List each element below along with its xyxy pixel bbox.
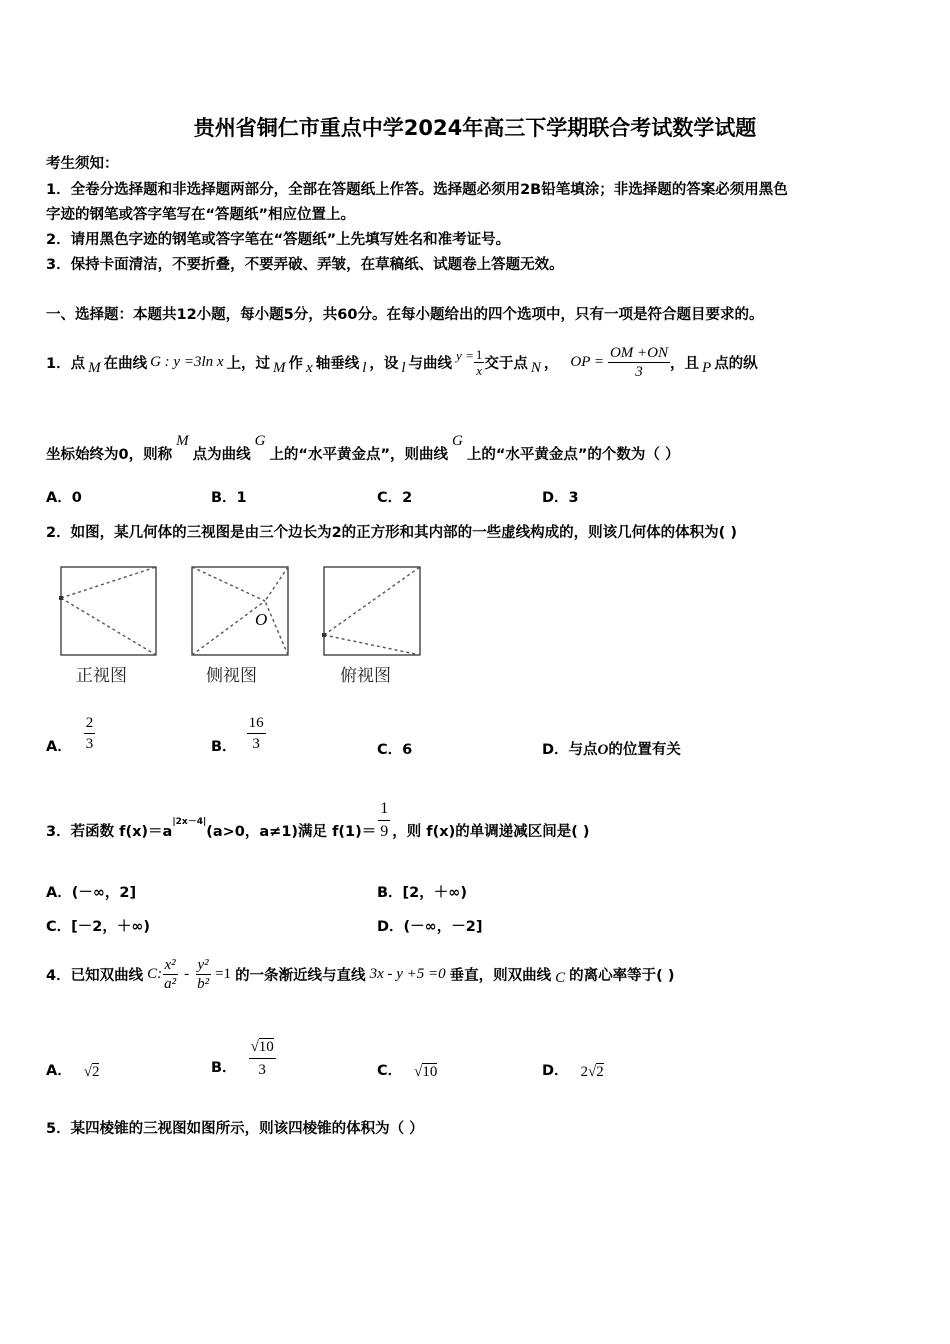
question-3	[46, 794, 590, 846]
q2-option-a-den: 3	[85, 735, 94, 752]
q4-option-d-label: D．	[542, 1063, 569, 1079]
q4-frac-y	[195, 956, 211, 993]
notice-item-1-cont: 字迹的钢笔或答字笔写在“答题纸”相应位置上。	[46, 207, 356, 223]
q4-option-b[interactable]	[211, 1030, 276, 1086]
q1-frac-den: x	[476, 362, 482, 378]
q4-a2: a²	[164, 975, 177, 992]
notice-item-1: 1．全卷分选择题和非选择题两部分，全部在答题纸上作答。选择题必须用2B铅笔填涂；非选择题的答案必须用黑色	[46, 182, 788, 198]
q1-OP: OP =	[570, 353, 604, 370]
top-view-dashed-line	[324, 635, 420, 655]
q3-post: ，则 f(x)的单调递减区间是( )	[392, 823, 590, 840]
q1-y-eq: y =	[456, 348, 474, 363]
q4-option-a[interactable]	[46, 1059, 99, 1080]
q4-option-c-label: C．	[377, 1063, 403, 1079]
q2-option-a-num: 2	[84, 713, 96, 734]
q4-option-d-coef: 2	[580, 1064, 589, 1080]
side-view-point-label: O	[255, 610, 268, 629]
q1-text: ，	[543, 355, 559, 372]
top-view-caption: 俯视图	[340, 666, 391, 686]
side-view-diagram	[192, 567, 288, 655]
question-4	[46, 948, 674, 1000]
notice-heading: 考生须知：	[46, 156, 119, 172]
q3-frac-num: 1	[378, 798, 390, 821]
q4-post2: 的离心率等于( )	[569, 967, 675, 984]
front-view-caption: 正视图	[76, 666, 127, 686]
q1-var-G: G	[452, 433, 463, 449]
q2-option-d-label: D．与点	[542, 742, 598, 758]
q1-var-P: P	[702, 359, 712, 376]
q3-exponent: |2x－4|	[172, 816, 207, 827]
q1-text: ，设	[369, 355, 399, 372]
q1-op-num: OM +ON	[609, 344, 669, 361]
q4-option-d[interactable]	[542, 1059, 604, 1080]
q4-line: 3x - y +5 =0	[369, 965, 446, 982]
q1-op-den: 3	[635, 363, 643, 380]
q2-option-b-label: B．	[211, 738, 237, 755]
front-view-diagram	[59, 567, 156, 655]
question-5: 5．某四棱锥的三视图如图所示，则该四棱锥的体积为（ ）	[46, 1121, 424, 1137]
q4-option-c-value: √10	[414, 1064, 438, 1080]
top-view-point	[322, 633, 326, 637]
question-1-line-2	[46, 428, 679, 464]
q3-fraction	[378, 798, 390, 843]
q4-C: C:	[147, 965, 163, 982]
q4-x2: x²	[164, 956, 176, 973]
q1-text: 与曲线	[408, 355, 453, 372]
q3-option-b[interactable]: B．[2，＋∞)	[377, 885, 467, 901]
q3-option-d[interactable]: D．(－∞，－2]	[377, 919, 483, 935]
q1-text: 在曲线	[103, 355, 148, 372]
q1-option-d[interactable]: D．3	[542, 490, 579, 506]
q1-fraction-1-over-x	[474, 347, 485, 378]
q2-option-a[interactable]	[46, 708, 95, 758]
side-view-caption: 侧视图	[206, 666, 257, 686]
q1-var-x: x	[306, 359, 313, 376]
q1-text: 坐标始终为0，则称	[46, 447, 173, 463]
question-2: 2．如图，某几何体的三视图是由三个边长为2的正方形和其内部的一些虚线构成的，则该几何体的体积为( )	[46, 525, 737, 541]
q4-option-d-radicand: 2	[596, 1064, 604, 1080]
q4-mid: 的一条渐近线与直线	[235, 967, 366, 984]
q1-text: 交于点	[484, 355, 528, 372]
q1-curve: G : y =3ln x	[150, 353, 224, 370]
q4-option-d-value: 2√2	[580, 1064, 604, 1080]
q1-option-b[interactable]: B．1	[211, 490, 247, 506]
q4-option-c[interactable]	[377, 1059, 437, 1080]
q4-option-a-radicand: 2	[91, 1064, 100, 1080]
side-view-dashed-line	[192, 567, 265, 601]
q1-var-M: M	[273, 359, 286, 376]
q3-pre: 3．若函数 f(x)＝a	[46, 823, 173, 840]
page-title: 贵州省铜仁市重点中学2024年高三下学期联合考试数学试题	[193, 116, 757, 140]
q4-option-b-den: 3	[258, 1061, 266, 1078]
front-view-point	[59, 596, 63, 600]
q4-option-c-radicand: 10	[422, 1064, 438, 1080]
q1-var-M: M	[88, 359, 101, 376]
q1-var-l: l	[362, 359, 367, 376]
q4-option-b-radicand: 10	[258, 1038, 274, 1055]
q4-option-a-label: A．	[46, 1063, 72, 1079]
q2-option-c[interactable]: C．6	[377, 742, 413, 758]
q1-frac-num: 1	[475, 346, 483, 362]
q4-y2: y²	[197, 956, 209, 973]
q1-option-a[interactable]: A．0	[46, 490, 82, 506]
notice-item-2: 2．请用黑色字迹的钢笔或答字笔在“答题纸”上先填写姓名和准考证号。	[46, 232, 511, 248]
q2-option-b-den: 3	[252, 735, 260, 752]
q4-option-b-num: √10	[249, 1036, 276, 1059]
q1-var-l: l	[401, 359, 406, 376]
q1-text: ，且	[670, 355, 700, 372]
q1-text: 点的纵	[714, 355, 758, 372]
q1-text: 上，过	[226, 355, 271, 372]
q2-option-a-label: A．	[46, 738, 72, 755]
q4-option-b-label: B．	[211, 1059, 237, 1076]
q1-text: 上的“水平黄金点”的个数为（ ）	[466, 447, 680, 463]
q2-option-d-point: O	[597, 742, 609, 758]
q2-option-b-fraction	[247, 713, 266, 754]
q2-option-b-num: 16	[247, 713, 266, 734]
q2-option-b[interactable]	[211, 708, 266, 758]
q2-option-a-fraction	[84, 713, 96, 754]
front-view-square	[61, 567, 156, 655]
q4-option-b-fraction	[249, 1036, 276, 1081]
q4-C-var: C	[555, 969, 566, 986]
top-view-diagram	[322, 567, 420, 655]
q4-option-a-value: √2	[83, 1064, 100, 1080]
q1-text: 1．点	[46, 355, 86, 372]
q1-text: 上的“水平黄金点”，则曲线	[269, 447, 448, 463]
q3-option-a[interactable]: A．(－∞，2]	[46, 885, 137, 901]
q4-minus: -	[184, 965, 190, 982]
q4-pre: 4．已知双曲线	[46, 967, 144, 984]
q1-var-N: N	[530, 359, 541, 376]
q4-eq1: =1	[215, 965, 232, 982]
q1-option-c[interactable]: C．2	[377, 490, 413, 506]
q2-option-d-tail: 的位置有关	[608, 742, 681, 758]
q1-text: 点为曲线	[192, 447, 251, 463]
q1-var-M: M	[176, 433, 189, 449]
q4-b2: b²	[197, 975, 210, 992]
q3-mid: (a>0，a≠1)满足 f(1)＝	[206, 823, 377, 840]
q4-post1: 垂直，则双曲线	[449, 967, 552, 984]
front-view-dashed-line	[61, 598, 156, 655]
section-heading: 一、选择题：本题共12小题，每小题5分，共60分。在每小题给出的四个选项中，只有一项是符合题目要求的。	[46, 307, 764, 323]
top-view-dashed-line	[324, 567, 420, 635]
top-view-square	[324, 567, 420, 655]
q3-option-c[interactable]: C．[－2，＋∞)	[46, 919, 151, 935]
three-view-figure	[55, 562, 430, 662]
side-view-dashed-line	[265, 601, 288, 655]
q4-frac-x	[162, 956, 178, 993]
q1-text: 作	[288, 355, 304, 372]
q1-text: 轴垂线	[315, 355, 360, 372]
q1-op-fraction	[608, 344, 670, 381]
q3-frac-den: 9	[380, 822, 389, 840]
front-view-dashed-line	[61, 567, 156, 598]
side-view-dashed-line	[265, 567, 288, 601]
q2-option-d[interactable]	[542, 738, 681, 759]
notice-item-3: 3．保持卡面清洁，不要折叠，不要弄破、弄皱，在草稿纸、试题卷上答题无效。	[46, 257, 564, 273]
q1-var-G: G	[254, 433, 266, 449]
side-view-square	[192, 567, 288, 655]
question-1-line-1	[46, 340, 758, 384]
